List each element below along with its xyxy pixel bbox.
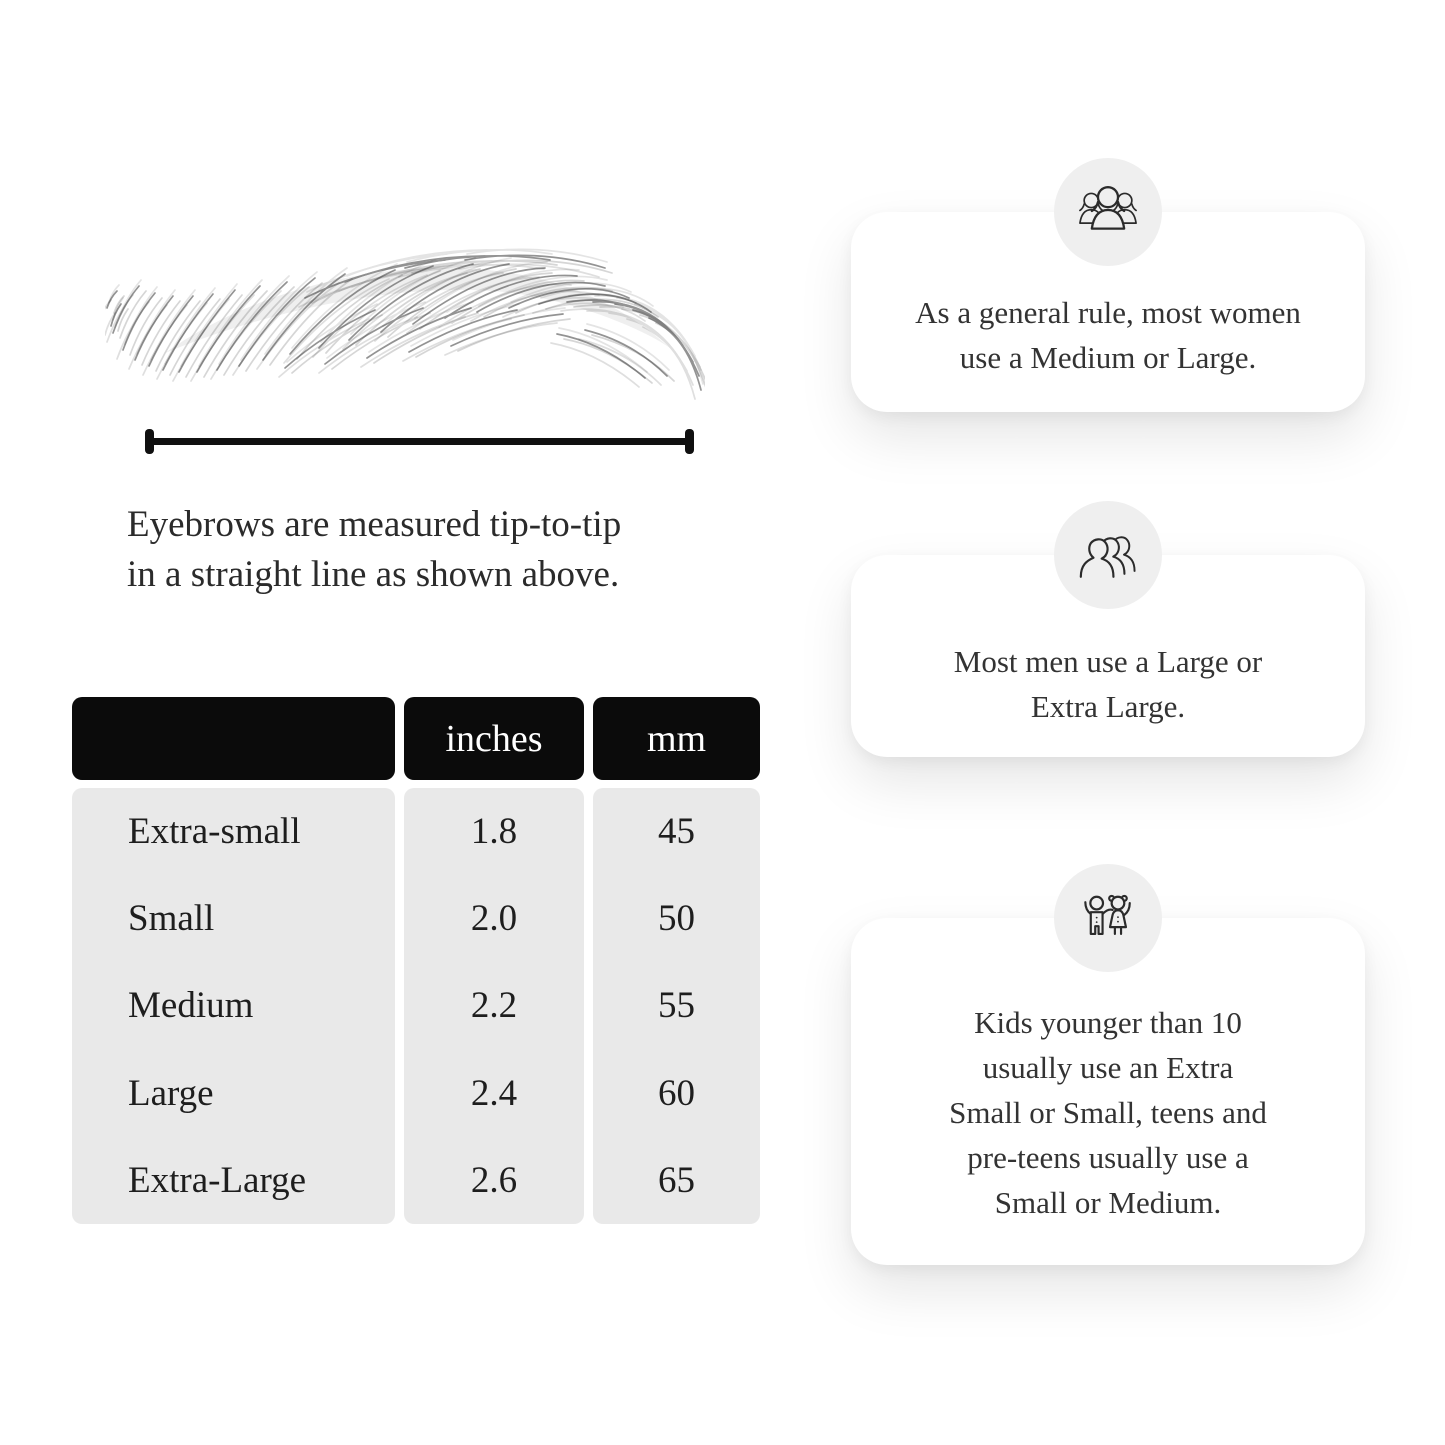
women-group-icon (1079, 185, 1137, 239)
card-text-line: Small or Medium. (994, 1185, 1222, 1220)
info-card-men (851, 555, 1365, 757)
card-text-line: pre-teens usually use a (967, 1140, 1249, 1175)
caption-line: in a straight line as shown above. (127, 554, 620, 595)
size-label-cell: Medium (128, 985, 254, 1027)
column-size-labels (72, 788, 395, 1224)
inches-cell: 2.4 (470, 1072, 518, 1114)
ruler-left-cap (145, 429, 154, 454)
size-label-cell: Extra-Large (128, 1159, 307, 1201)
size-label-cell: Small (128, 898, 215, 940)
size-label-cell: Large (128, 1072, 214, 1114)
size-label-cell: Extra-small (128, 811, 301, 853)
card-text-line: usually use an Extra (982, 1050, 1234, 1085)
mm-cell: 45 (658, 811, 695, 853)
mm-cell: 65 (658, 1159, 695, 1201)
icon-circle (1054, 864, 1162, 972)
eyebrow-illustration (105, 238, 705, 413)
info-card-women (851, 212, 1365, 412)
kids-icon (1079, 892, 1137, 945)
column-inches (404, 788, 584, 1224)
card-text-line: Small or Small, teens and (949, 1095, 1267, 1130)
mm-cell: 50 (658, 898, 695, 940)
card-text-line: Extra Large. (1030, 689, 1186, 724)
ruler-right-cap (685, 429, 694, 454)
header-cell-size (72, 697, 395, 780)
header-cell-inches: inches (404, 697, 584, 780)
card-text (869, 639, 1347, 729)
measurement-ruler (145, 429, 694, 454)
icon-circle (1054, 501, 1162, 609)
card-text (869, 1000, 1347, 1225)
mm-cell: 60 (658, 1072, 695, 1114)
size-table-header (72, 697, 760, 780)
card-text-line: use a Medium or Large. (959, 340, 1257, 375)
card-text-line: Most men use a Large or (953, 644, 1263, 679)
card-text-line: Kids younger than 10 (974, 1005, 1242, 1040)
inches-cell: 2.6 (470, 1159, 518, 1201)
caption-line: Eyebrows are measured tip-to-tip (127, 504, 622, 545)
inches-cell: 1.8 (470, 811, 518, 853)
card-text-line: As a general rule, most women (915, 295, 1301, 330)
ruler-bar (147, 438, 692, 445)
mm-cell: 55 (658, 985, 695, 1027)
header-cell-mm: mm (593, 697, 760, 780)
inches-cell: 2.2 (470, 985, 518, 1027)
inches-cell: 2.0 (470, 898, 518, 940)
info-card-kids (851, 918, 1365, 1265)
measurement-caption (127, 500, 621, 600)
size-table (72, 697, 760, 1224)
column-mm (593, 788, 760, 1224)
icon-circle (1054, 158, 1162, 266)
size-table-body (72, 788, 760, 1224)
card-text (869, 290, 1347, 380)
men-group-icon (1079, 529, 1137, 581)
